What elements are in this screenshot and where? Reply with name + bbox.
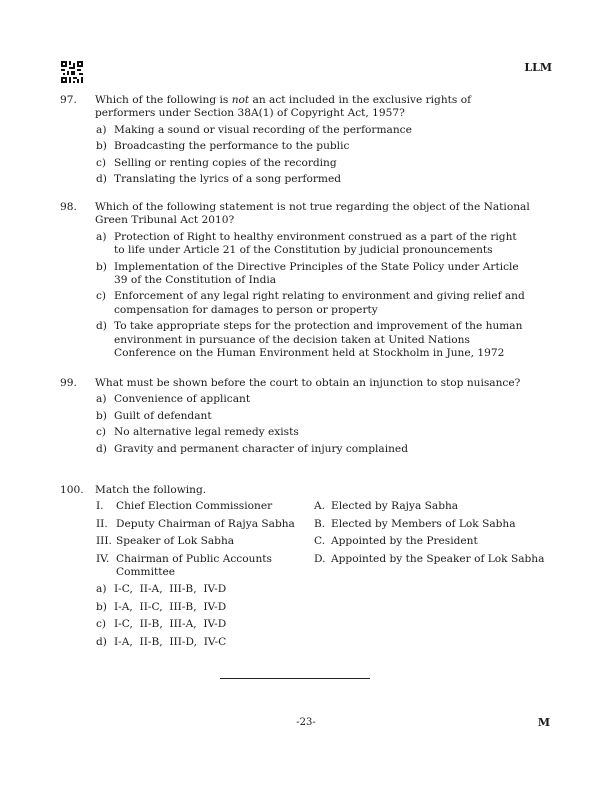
- option-d: [96, 443, 530, 456]
- question-97: [60, 94, 530, 186]
- option-label: b): [96, 260, 107, 273]
- option-text: Translating the lyrics of a song performed: [114, 173, 342, 186]
- option-label: a): [96, 583, 107, 596]
- roman-numeral: II.: [96, 517, 108, 530]
- match-row: [96, 500, 560, 513]
- option-text: Implementation of the Directive Principles of the State Policy under Article 39 of the Constitution of India: [114, 260, 519, 287]
- option-text: I-C, II-B, III-A, IV-D: [114, 618, 227, 631]
- option-b: [96, 140, 530, 153]
- option-d: [96, 636, 560, 649]
- roman-numeral: IV.: [96, 552, 110, 565]
- option-label: c): [96, 156, 107, 169]
- option-label: b): [96, 600, 107, 613]
- match-letter: C.: [314, 535, 326, 548]
- option-a: [96, 583, 560, 596]
- option-c: [96, 157, 530, 170]
- match-left-text: Deputy Chairman of Rajya Sabha: [116, 517, 295, 530]
- match-right-text: Appointed by the President: [331, 535, 478, 548]
- option-label: a): [96, 123, 107, 136]
- option-label: c): [96, 618, 107, 631]
- option-label: c): [96, 290, 107, 303]
- option-a: [96, 124, 530, 137]
- question-text-part: an act included in the exclusive rights of performers under Section 38A(1) of Copyright Act, 1957?: [95, 94, 472, 120]
- question-number: 99.: [60, 377, 77, 389]
- option-text: Enforcement of any legal right relating to environment and giving relief and compensation for damages to person or property: [114, 290, 525, 316]
- option-label: d): [96, 320, 107, 333]
- option-text: I-A, II-C, III-B, IV-D: [114, 600, 227, 613]
- question-text-part: Which of the following is: [95, 94, 232, 106]
- question-number: 98.: [60, 201, 77, 213]
- match-letter: B.: [314, 517, 326, 530]
- option-text: No alternative legal remedy exists: [114, 426, 299, 439]
- option-text: I-C, II-A, III-B, IV-D: [114, 583, 227, 596]
- roman-numeral: III.: [96, 535, 112, 548]
- option-b: [96, 261, 530, 288]
- option-d: [96, 320, 530, 360]
- option-text: Making a sound or visual recording of the performance: [114, 123, 412, 136]
- option-text: I-A, II-B, III-D, IV-C: [114, 635, 227, 648]
- option-label: c): [96, 426, 107, 439]
- option-text: Convenience of applicant: [114, 393, 251, 406]
- option-b: [96, 601, 560, 614]
- match-letter: D.: [314, 552, 326, 565]
- match-right-text: Appointed by the Speaker of Lok Sabha: [331, 552, 545, 565]
- option-c: [96, 290, 530, 317]
- match-left-text: Speaker of Lok Sabha: [116, 535, 235, 548]
- option-label: b): [96, 140, 107, 153]
- option-text: Guilt of defendant: [114, 409, 212, 422]
- match-row: [96, 535, 560, 548]
- question-text-emphasis: not: [231, 94, 250, 106]
- option-text: Broadcasting the performance to the public: [114, 140, 350, 153]
- option-d: [96, 173, 530, 186]
- option-text: Gravity and permanent character of injury complained: [114, 442, 408, 455]
- option-a: [96, 393, 530, 406]
- option-label: b): [96, 409, 107, 422]
- match-right-text: Elected by Rajya Sabha: [331, 500, 459, 513]
- question-number: 97.: [60, 94, 77, 106]
- match-row: [96, 518, 560, 531]
- match-right-text: Elected by Members of Lok Sabha: [331, 517, 516, 530]
- question-text: Which of the following statement is not true regarding the object of the National Green Tribunal Act 2010?: [95, 201, 530, 227]
- roman-numeral: I.: [96, 500, 104, 513]
- page-number: -23-: [296, 717, 316, 728]
- option-c: [96, 426, 530, 439]
- end-rule-divider: [220, 678, 370, 679]
- question-99: [60, 377, 530, 456]
- option-label: d): [96, 635, 107, 648]
- match-row: [96, 553, 560, 580]
- question-text: Match the following.: [95, 484, 207, 496]
- booklet-code: LLM: [524, 61, 552, 74]
- question-100: [60, 484, 560, 649]
- match-letter: A.: [314, 500, 326, 513]
- option-label: d): [96, 173, 107, 186]
- option-c: [96, 618, 560, 631]
- option-text: Selling or renting copies of the recording: [114, 156, 337, 169]
- option-b: [96, 410, 530, 423]
- qr-code-icon: [61, 61, 83, 83]
- match-left-text: Chairman of Public Accounts Committee: [116, 552, 272, 579]
- question-text: What must be shown before the court to obtain an injunction to stop nuisance?: [95, 377, 521, 389]
- option-label: a): [96, 230, 107, 243]
- question-98: [60, 201, 530, 360]
- match-table: [96, 500, 560, 579]
- footer-code: M: [537, 716, 550, 729]
- question-text: [95, 94, 530, 121]
- match-left-text: Chief Election Commissioner: [116, 500, 273, 513]
- option-text: To take appropriate steps for the protection and improvement of the human environment in pursuance of the decision taken at United Nations Conference on the Human Environment held at Stockholm in June, 1972: [114, 320, 523, 360]
- question-number: 100.: [60, 484, 84, 496]
- option-label: a): [96, 393, 107, 406]
- option-text: Protection of Right to healthy environment construed as a part of the right to life under Article 21 of the Constitution by judicial pronouncements: [114, 230, 517, 257]
- option-label: d): [96, 442, 107, 455]
- option-a: [96, 231, 530, 258]
